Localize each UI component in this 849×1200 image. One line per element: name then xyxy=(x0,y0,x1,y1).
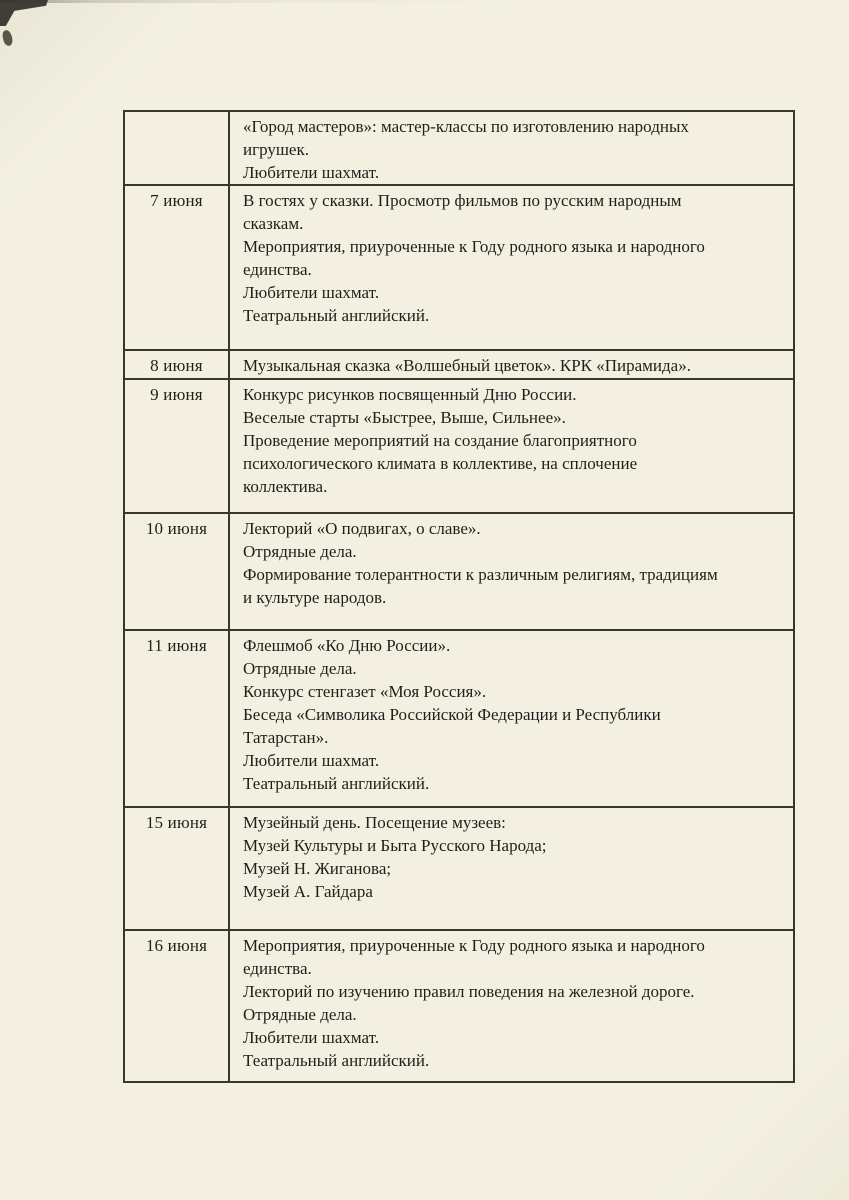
table-row xyxy=(124,513,794,630)
activities-cell xyxy=(229,513,794,630)
activity-text-line: психологического климата в коллективе, на сплочение xyxy=(243,454,638,473)
events-schedule-table xyxy=(123,110,795,1083)
activities-cell xyxy=(229,350,794,379)
activity-text-line: Лекторий «О подвигах, о славе». xyxy=(243,519,481,538)
date-cell xyxy=(124,111,229,185)
activity-text-line: Отрядные дела. xyxy=(243,1005,357,1024)
activity-text-line: Музейный день. Посещение музеев: xyxy=(243,813,506,832)
table-row xyxy=(124,630,794,807)
table-row xyxy=(124,350,794,379)
schedule-table-body xyxy=(124,111,794,1082)
activities-cell xyxy=(229,185,794,350)
activity-text-line: Театральный английский. xyxy=(243,774,430,793)
activity-text-line: Проведение мероприятий на создание благоприятного xyxy=(243,431,637,450)
table-row xyxy=(124,379,794,513)
table-row xyxy=(124,807,794,930)
activity-text-line: Флешмоб «Ко Дню России». xyxy=(243,636,451,655)
activity-text-line: В гостях у сказки. Просмотр фильмов по русским народным xyxy=(243,191,682,210)
table-row xyxy=(124,111,794,185)
activity-text-line: Музей А. Гайдара xyxy=(243,882,373,901)
activities-cell xyxy=(229,930,794,1082)
activities-cell xyxy=(229,379,794,513)
date-cell: 10 июня xyxy=(124,513,229,630)
activity-text-line: Беседа «Символика Российской Федерации и Республики xyxy=(243,705,661,724)
date-cell: 9 июня xyxy=(124,379,229,513)
activity-text-line: сказкам. xyxy=(243,214,304,233)
activity-text-line: коллектива. xyxy=(243,477,328,496)
activity-text-line: единства. xyxy=(243,959,312,978)
activity-text-line: Мероприятия, приуроченные к Году родного языка и народного xyxy=(243,936,705,955)
activity-text-line: и культуре народов. xyxy=(243,588,387,607)
activity-text-line: Любители шахмат. xyxy=(243,163,380,182)
activity-text-line: Любители шахмат. xyxy=(243,283,380,302)
date-cell: 7 июня xyxy=(124,185,229,350)
table-row xyxy=(124,185,794,350)
activity-text-line: Музей Н. Жиганова; xyxy=(243,859,392,878)
activities-cell xyxy=(229,630,794,807)
activity-text-line: Любители шахмат. xyxy=(243,751,380,770)
activity-text-line: Любители шахмат. xyxy=(243,1028,380,1047)
table-row xyxy=(124,930,794,1082)
activity-text-line: Веселые старты «Быстрее, Выше, Сильнее». xyxy=(243,408,566,427)
activity-text-line: Конкурс стенгазет «Моя Россия». xyxy=(243,682,487,701)
activity-text-line: Формирование толерантности к различным религиям, традициям xyxy=(243,565,718,584)
scan-edge-shadow xyxy=(0,0,849,3)
activity-text-line: Театральный английский. xyxy=(243,1051,430,1070)
date-cell: 15 июня xyxy=(124,807,229,930)
scan-artifact-spot xyxy=(1,29,14,47)
activity-text-line: Музыкальная сказка «Волшебный цветок». КРК «Пирамида». xyxy=(243,356,691,375)
activity-text-line: «Город мастеров»: мастер-классы по изготовлению народных xyxy=(243,117,689,136)
date-cell: 16 июня xyxy=(124,930,229,1082)
activity-text-line: Татарстан». xyxy=(243,728,329,747)
date-cell: 8 июня xyxy=(124,350,229,379)
activity-text-line: Театральный английский. xyxy=(243,306,430,325)
activity-text-line: единства. xyxy=(243,260,312,279)
activity-text-line: игрушек. xyxy=(243,140,309,159)
activity-text-line: Отрядные дела. xyxy=(243,659,357,678)
activity-text-line: Отрядные дела. xyxy=(243,542,357,561)
scan-artifact-corner xyxy=(0,0,48,26)
date-cell: 11 июня xyxy=(124,630,229,807)
activity-text-line: Мероприятия, приуроченные к Году родного языка и народного xyxy=(243,237,705,256)
activity-text-line: Музей Культуры и Быта Русского Народа; xyxy=(243,836,547,855)
activities-cell xyxy=(229,807,794,930)
activity-text-line: Конкурс рисунков посвященный Дню России. xyxy=(243,385,577,404)
activity-text-line: Лекторий по изучению правил поведения на железной дороге. xyxy=(243,982,695,1001)
activities-cell xyxy=(229,111,794,185)
